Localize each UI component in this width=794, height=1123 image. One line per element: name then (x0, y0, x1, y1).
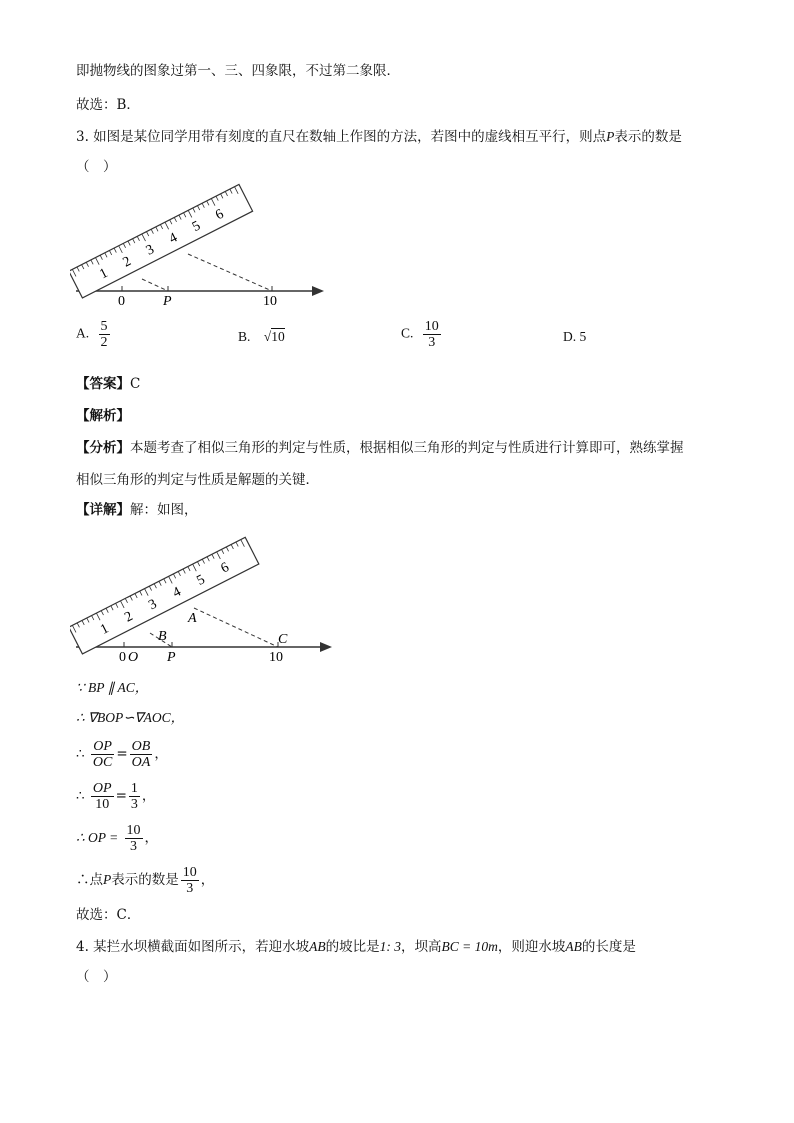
answer-line (76, 375, 140, 393)
ruler-tick-label: 6 (218, 560, 232, 577)
option-a-label: A. (76, 325, 90, 341)
q4-text-a: 4. 某拦水坝横截面如图所示，若迎水坡 (76, 939, 310, 955)
frac-num: 10 (182, 865, 197, 880)
comma: ， (200, 872, 215, 888)
ruler-tick-label: 5 (190, 218, 204, 236)
option-a-den: 2 (100, 335, 108, 350)
q4-text-e: 的长度是 (581, 939, 636, 955)
dashed-line-ac (194, 608, 278, 647)
conclusion-pre: ∴点 (76, 872, 103, 888)
option-c-num: 10 (424, 319, 439, 334)
q4-ratio: 1: 3 (379, 939, 402, 954)
fenxi-tag: 【分析】 (76, 440, 130, 456)
q4-text-b: 的坡比是 (325, 939, 380, 955)
sqrt-icon: √10 (263, 329, 285, 344)
line-choose-b: 故选：B． (76, 97, 140, 113)
option-c-label: C. (401, 325, 414, 341)
frac-den: 3 (130, 839, 137, 854)
q3-text-a: 3. 如图是某位同学用带有刻度的直尺在数轴上作图的方法，若图中的虚线相互平行，则点 (76, 129, 607, 145)
axis-label-ten: 10 (269, 650, 283, 665)
step-parallel: ∵ BP ∥ AC， (76, 680, 149, 695)
axis-label-p: P (167, 650, 176, 665)
point-label-b: B (158, 629, 167, 644)
answer-tag: 【答案】 (76, 376, 130, 392)
q3-point-p: P (606, 129, 615, 144)
option-a[interactable] (76, 319, 112, 350)
q3-text-b: 表示的数是 (614, 129, 682, 145)
frac-num: OP (91, 739, 114, 755)
fenxi-line-1 (76, 439, 684, 457)
ruler-1 (70, 184, 253, 297)
step-op (76, 818, 158, 858)
ruler-tick-label: 4 (166, 230, 180, 247)
frac-den: 3 (186, 881, 194, 896)
axis-1 (76, 286, 324, 296)
equals: = (115, 788, 127, 804)
detail-text: 解：如图， (130, 502, 198, 518)
fenxi-line-2: 相似三角形的判定与性质是解题的关键． (76, 472, 319, 488)
q4-text-d: ，则迎水坡 (497, 939, 566, 955)
fenxi-text-1: 本题考查了相似三角形的判定与性质，根据相似三角形的判定与性质进行计算即可，熟练掌握 (130, 440, 684, 456)
figure-ruler-1 (70, 178, 330, 308)
comma: ， (154, 746, 168, 762)
conclusion-p: P (103, 872, 112, 887)
analysis-tag: 【解析】 (76, 408, 130, 424)
ruler-tick-label: 3 (146, 596, 160, 614)
ruler-tick-label: 6 (213, 206, 227, 224)
ruler-tick-label: 2 (122, 609, 136, 626)
option-c-den: 3 (428, 335, 436, 350)
q4-text-c: ，坝高 (401, 939, 442, 955)
point-label-c: C (278, 632, 288, 647)
ruler-tick-label: 4 (170, 584, 184, 602)
frac-num: 10 (126, 823, 141, 838)
frac-den: OC (92, 755, 113, 770)
option-b[interactable] (238, 329, 285, 345)
axis-label-ten: 10 (263, 294, 277, 308)
ruler-tick-label: 2 (120, 253, 134, 271)
frac-den: OA (131, 755, 151, 770)
axis-2 (76, 642, 332, 652)
q3-paren: （ ） (76, 159, 117, 175)
dashed-line-bp (142, 279, 168, 291)
option-b-label: B. (238, 329, 251, 344)
q4-paren: （ ） (76, 969, 117, 985)
frac-num: OB (131, 739, 151, 754)
answer-value: C (130, 376, 141, 392)
ruler-tick-label: 5 (194, 572, 208, 589)
dashed-line-ac (188, 254, 272, 291)
point-label-a: A (188, 611, 197, 626)
comma: ， (144, 830, 158, 846)
option-c[interactable] (401, 319, 443, 350)
question-3 (76, 128, 682, 146)
ruler-tick-label: 1 (97, 265, 111, 283)
therefore-icon: ∴ (76, 788, 85, 804)
ruler-tick-label: 1 (98, 621, 112, 638)
step-ratio (76, 734, 168, 774)
axis-label-p: P (163, 294, 172, 308)
detail-tag: 【详解】 (76, 502, 130, 518)
step-conclusion (76, 860, 214, 900)
comma: ， (141, 788, 156, 804)
frac-den: 10 (95, 797, 110, 812)
axis-label-o: O (128, 650, 139, 665)
detail-line (76, 501, 198, 519)
figure-ruler-2 (70, 530, 340, 670)
conclusion-mid: 表示的数是 (111, 872, 179, 888)
option-d[interactable]: D. 5 (563, 329, 587, 344)
q4-ab2: AB (565, 939, 582, 954)
frac-num: 1 (130, 781, 138, 796)
frac-den: 3 (130, 797, 138, 812)
frac-num: OP (92, 781, 112, 796)
q4-bc: BC = 10m (441, 939, 498, 954)
axis-label-zero: 0 (119, 650, 126, 665)
ruler-tick-label: 3 (143, 242, 157, 259)
axis-label-zero: 0 (118, 294, 125, 308)
question-4 (76, 938, 636, 956)
op-equals: ∴ OP = (76, 830, 119, 845)
q4-ab: AB (309, 939, 326, 954)
option-a-num: 5 (100, 319, 108, 334)
therefore-icon: ∴ (76, 746, 85, 762)
equals: = (116, 746, 128, 762)
option-b-val: 10 (271, 329, 285, 344)
step-substitute (76, 776, 155, 816)
line-choose-c: 故选：C． (76, 907, 141, 923)
step-similar: ∴ ∇BOP∽∇AOC， (76, 710, 185, 725)
line-parabola: 即抛物线的图象过第一、三、四象限，不过第二象限． (76, 63, 400, 79)
